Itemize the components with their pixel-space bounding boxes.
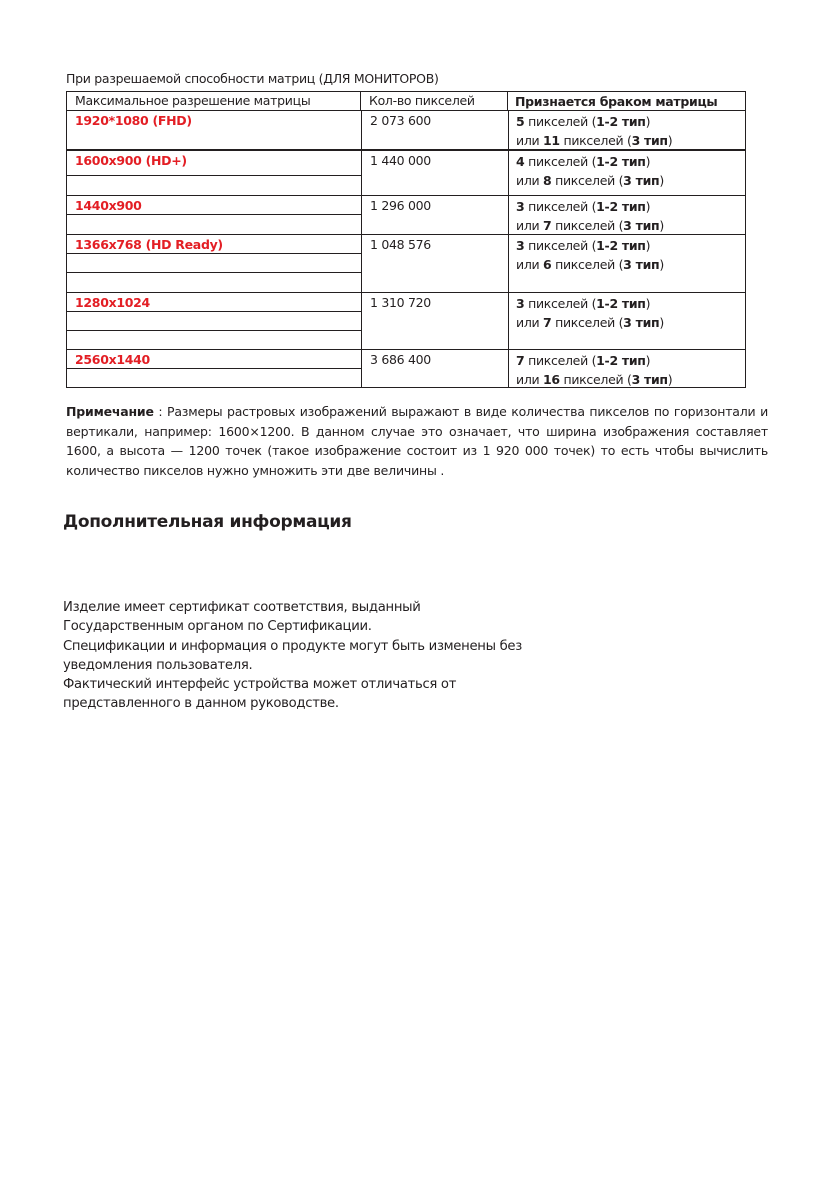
info-line: представленного в данном руководстве.: [63, 696, 339, 712]
pixel-count: 1 440 000: [362, 151, 509, 195]
cell-divider: [67, 272, 361, 273]
cell-divider: [67, 214, 361, 215]
table-row: [67, 149, 745, 195]
pixel-count: 1 048 576: [362, 235, 509, 292]
resolution-value: 1280x1024: [75, 295, 150, 310]
table-row: [67, 234, 745, 292]
defect-criteria: 7 пикселей (1-2 тип) или 16 пикселей (3 тип): [516, 353, 673, 387]
header-pixels: Кол-во пикселей: [361, 92, 508, 110]
table-row: [67, 292, 745, 349]
table-row: [67, 349, 745, 387]
defect-criteria: 4 пикселей (1-2 тип) или 8 пикселей (3 тип): [516, 154, 664, 188]
resolution-value: 1600x900 (HD+): [75, 153, 187, 168]
resolution-value: 2560x1440: [75, 352, 150, 367]
section-heading: Дополнительная информация: [63, 512, 352, 532]
pixel-count: 2 073 600: [362, 111, 509, 149]
cell-divider: [67, 330, 361, 331]
resolution-cell: [67, 293, 362, 349]
resolution-cell: [67, 151, 362, 195]
defect-criteria: 5 пикселей (1-2 тип) или 11 пикселей (3 тип): [516, 114, 673, 148]
defect-criteria: 3 пикселей (1-2 тип) или 6 пикселей (3 тип): [516, 238, 664, 272]
defect-table: [66, 91, 746, 388]
header-resolution: Максимальное разрешение матрицы: [67, 92, 361, 110]
resolution-value: 1366x768 (HD Ready): [75, 237, 223, 252]
resolution-cell: [67, 196, 362, 234]
cell-divider: [67, 175, 361, 176]
table-row: [67, 110, 745, 149]
info-line: Спецификации и информация о продукте могут быть изменены без: [63, 638, 522, 654]
resolution-cell: [67, 350, 362, 387]
note: [66, 402, 768, 480]
defect-criteria: 3 пикселей (1-2 тип) или 7 пикселей (3 тип): [516, 199, 664, 233]
pixel-count: 1 296 000: [362, 196, 509, 234]
resolution-value: 1440x900: [75, 198, 142, 213]
cell-divider: [67, 253, 361, 254]
note-label: Примечание: [66, 404, 154, 419]
table-row: [67, 195, 745, 234]
info-line: Государственным органом по Сертификации.: [63, 619, 372, 635]
pixel-count: 3 686 400: [362, 350, 509, 387]
cell-divider: [67, 368, 361, 369]
defect-criteria: 3 пикселей (1-2 тип) или 7 пикселей (3 тип): [516, 296, 664, 330]
table-header: [67, 92, 745, 110]
pixel-count: 1 310 720: [362, 293, 509, 349]
table-caption: При разрешаемой способности матриц (ДЛЯ МОНИТОРОВ): [66, 71, 439, 86]
info-line: Фактический интерфейс устройства может отличаться от: [63, 677, 457, 693]
info-line: Изделие имеет сертификат соответствия, выданный: [63, 600, 421, 615]
resolution-cell: [67, 111, 362, 149]
note-text: : Размеры растровых изображений выражают в виде количества пикселов по горизонтали и вертикали, например: 1600×1200. В данном случае это означает, что ширина изображения составляет 1600, а высота — 1200 точек (такое изображение состоит из 1 920 000 точек) то есть чтобы вычислить количество пикселов нужно умножить эти две величины .: [66, 404, 768, 478]
resolution-cell: [67, 235, 362, 292]
info-paragraph: [63, 598, 522, 714]
cell-divider: [67, 311, 361, 312]
header-defect: Признается браком матрицы: [515, 94, 718, 109]
info-line: уведомления пользователя.: [63, 657, 253, 673]
resolution-value: 1920*1080 (FHD): [75, 113, 192, 128]
